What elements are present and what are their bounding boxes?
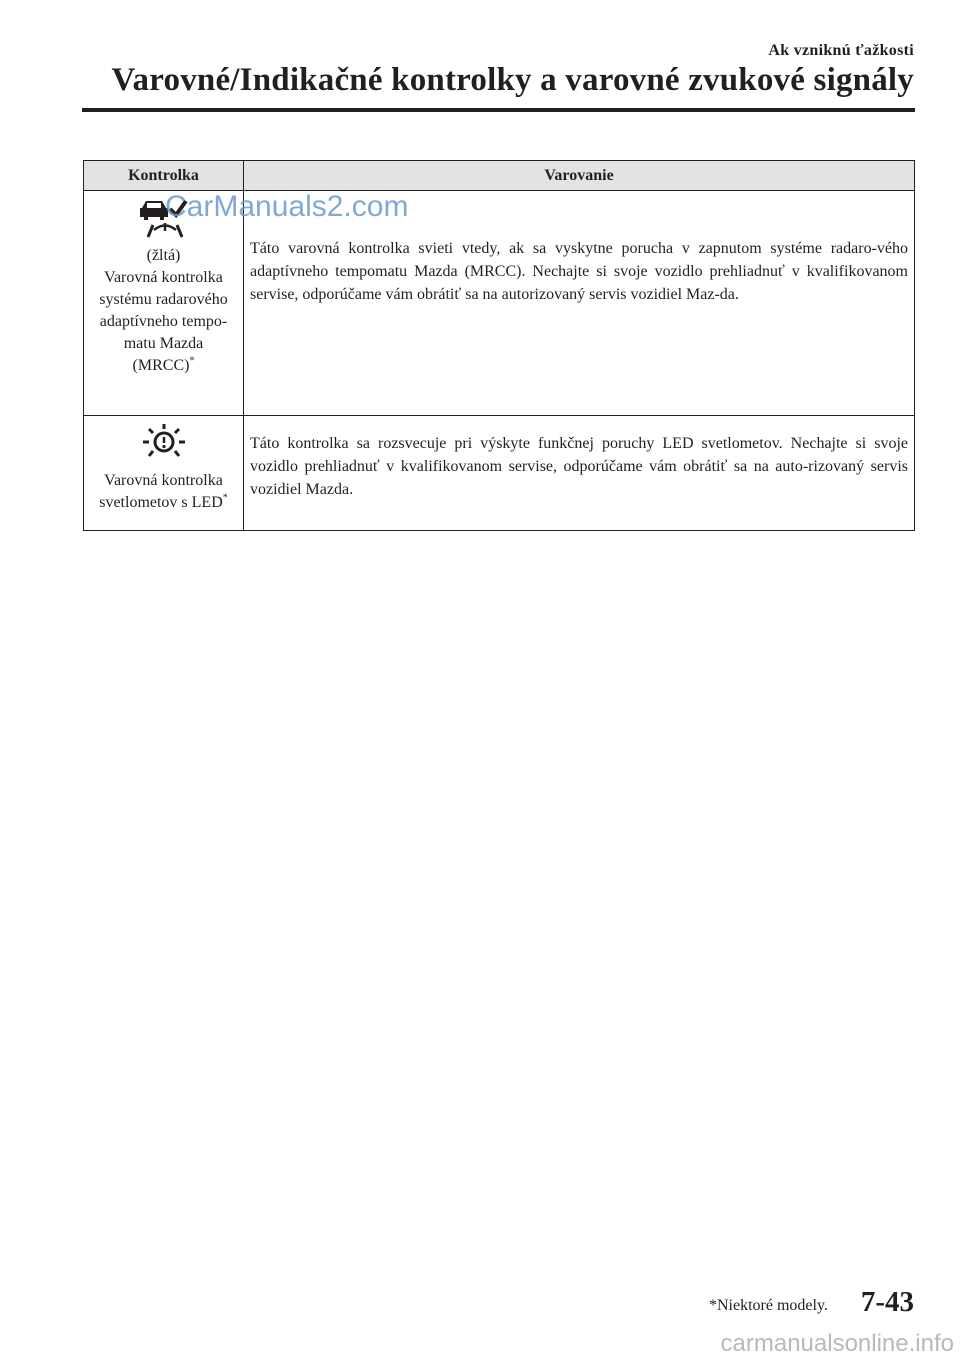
indicator-cell: [84, 191, 244, 416]
footnote: *Niektoré modely.: [709, 1297, 828, 1314]
indicator-label-line: [87, 355, 240, 377]
section-title: Ak vzniknú ťažkosti: [768, 42, 914, 59]
indicator-cell: [84, 416, 244, 531]
page-number: 7-43: [860, 1286, 914, 1318]
indicator-label-text: (MRCC): [132, 357, 190, 374]
column-header-varovanie: Varovanie: [244, 161, 915, 191]
asterisk-marker: *: [189, 355, 195, 367]
led-headlight-warning-icon: [139, 422, 189, 464]
indicator-label-line: Varovná kontrolka: [104, 269, 223, 286]
indicator-label-line: adaptívneho tempo-: [99, 313, 228, 330]
warning-text-cell: Táto varovná kontrolka svieti vtedy, ak sa vyskytne porucha v zapnutom systéme radaro-vého adaptívneho tempomatu Mazda (MRCC). Nechajte si svoje vozidlo prehliadnuť v kvalifikovanom servise, odporúčame vám obrátiť sa na autorizovaný servis vozidiel Maz-da.: [244, 191, 915, 416]
column-header-kontrolka: Kontrolka: [84, 161, 244, 191]
site-watermark: CarManuals2.com: [165, 190, 409, 223]
footer-watermark: carmanualsonline.info: [720, 1330, 954, 1357]
table-row: [84, 191, 915, 416]
indicator-label-text: svetlometov s LED: [99, 494, 223, 511]
indicator-label-line: Varovná kontrolka: [104, 472, 223, 489]
asterisk-marker: *: [222, 492, 228, 504]
table-row: [84, 416, 915, 531]
indicator-label-line: matu Mazda: [123, 335, 204, 352]
warning-text-cell: Táto kontrolka sa rozsvecuje pri výskyte funkčnej poruchy LED svetlometov. Nechajte si svoje vozidlo prehliadnuť v kvalifikovanom servise, odporúčame vám obrátiť sa na auto-rizovaný servis vozidiel Mazda.: [244, 416, 915, 531]
header-rule: [82, 108, 915, 112]
table-header-row: [84, 161, 915, 191]
indicator-label-line: [87, 492, 240, 514]
page-title: Varovné/Indikačné kontrolky a varovné zvukové signály: [111, 62, 914, 98]
indicator-label-line: systému radarového: [99, 291, 228, 308]
indicator-color-note: (žltá): [146, 247, 181, 264]
